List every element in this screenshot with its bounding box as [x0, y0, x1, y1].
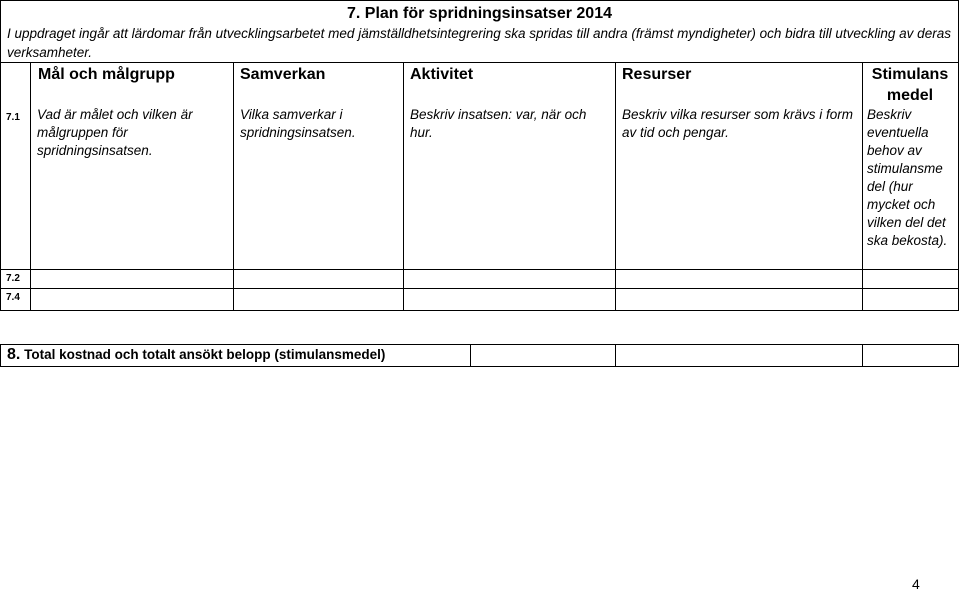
header-resurser: Resurser — [622, 66, 692, 83]
header-samverkan: Samverkan — [240, 66, 326, 83]
header-stimulans-medel: Stimulans medel — [871, 66, 949, 104]
table-cell-samverkan[interactable] — [234, 270, 403, 288]
table-cell-stimulansmedel[interactable]: Beskriv eventuella behov av stimulansme del (hur mycket och vilken del det ska bekosta). — [867, 107, 948, 248]
row-number: 7.2 — [6, 273, 20, 284]
table-cell-mal[interactable] — [31, 270, 233, 288]
table-cell-aktivitet[interactable] — [404, 270, 615, 288]
total-label: Total kostnad och totalt ansökt belopp (stimulansmedel) — [24, 347, 386, 362]
row-number: 7.1 — [6, 112, 20, 123]
total-row-label — [7, 346, 385, 364]
table-cell-stimulansmedel[interactable] — [863, 270, 958, 288]
page-number: 4 — [912, 576, 920, 592]
table-cell-mal[interactable] — [31, 289, 233, 310]
total-cost-cell[interactable] — [471, 345, 615, 366]
table-cell-resurser[interactable]: Beskriv vilka resurser som krävs i form av tid och pengar. — [622, 107, 854, 140]
table-cell-aktivitet[interactable]: Beskriv insatsen: var, när och hur. — [410, 107, 587, 140]
table-cell-samverkan[interactable] — [234, 289, 403, 310]
table-cell-mal[interactable]: Vad är målet och vilken är målgruppen för spridningsinsatsen. — [37, 107, 193, 158]
table-cell-aktivitet[interactable] — [404, 289, 615, 310]
total-section-number: 8. — [7, 346, 21, 363]
header-mal-och-malgrupp: Mål och målgrupp — [38, 66, 175, 83]
section-intro: I uppdraget ingår att lärdomar från utvecklingsarbetet med jämställdhetsintegrering ska spridas till andra (främst myndigheter) och bidra till utveckling av deras verksamheter. — [7, 26, 951, 60]
table-cell-resurser[interactable] — [616, 289, 862, 310]
table-cell-stimulansmedel[interactable] — [863, 289, 958, 310]
header-aktivitet: Aktivitet — [410, 66, 474, 83]
section-title: 7. Plan för spridningsinsatser 2014 — [347, 5, 612, 22]
row-number: 7.4 — [6, 292, 20, 303]
total-resources-cell[interactable] — [616, 345, 862, 366]
total-stimulansmedel-cell[interactable] — [863, 345, 958, 366]
table-cell-samverkan[interactable]: Vilka samverkar i spridningsinsatsen. — [240, 107, 356, 140]
table-cell-resurser[interactable] — [616, 270, 862, 288]
